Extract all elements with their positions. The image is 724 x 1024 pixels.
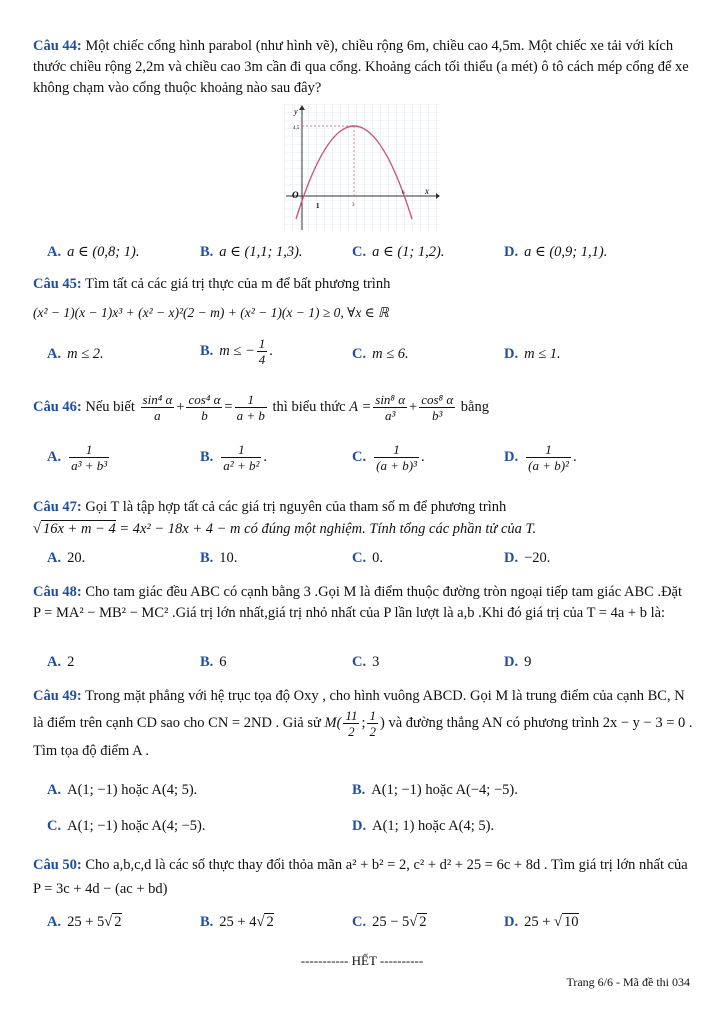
q49-option-c[interactable]: C. A(1; −1) hoặc A(4; −5). xyxy=(47,818,206,834)
question-48-options xyxy=(33,654,693,676)
question-46-text: Câu 46: Nếu biết $\frac{\text{sin⁴ α}}{a}$ + $\frac{\text{cos⁴ α}}{b}$ = $\frac{1}{a + b}$ thì biểu thức A = $\frac{\text{sin⁸ α}}{\text{a³}}$ + $\frac{\text{cos⁸ α}}{\text{b³}}$ bằng xyxy=(33,392,489,424)
question-49-options-row1 xyxy=(33,782,693,804)
origin-label: O xyxy=(292,190,299,200)
question-45-options xyxy=(33,336,693,368)
x-tick-label-3: 3 xyxy=(352,203,355,208)
x-tick-label-1: 1 xyxy=(316,202,320,210)
question-47-heading: Câu 47: xyxy=(33,499,82,515)
question-45-heading: Câu 45: xyxy=(33,276,82,292)
q47-option-a[interactable]: A. 20. xyxy=(47,550,86,566)
q47-option-b[interactable]: B. 10. xyxy=(200,550,238,566)
q49-option-b[interactable]: B. A(1; −1) hoặc A(−4; −5). xyxy=(352,782,518,798)
question-50-options xyxy=(33,914,693,936)
question-47-text: Câu 47: Gọi T là tập hợp tất cả các giá trị nguyên của tham số m để phương trình √ 16x + m − 4 = 4x² − 18x + 4 − m có đúng một nghiệm. Tính tổng các phần tử của T. xyxy=(33,499,537,537)
question-49-heading: Câu 49: xyxy=(33,688,82,704)
question-47-options xyxy=(33,550,693,572)
question-48-heading: Câu 48: xyxy=(33,584,82,600)
question-50-heading: Câu 50: xyxy=(33,857,82,873)
question-46-heading: Câu 46: xyxy=(33,399,82,415)
q45-option-d[interactable]: D. m ≤ 1. xyxy=(504,346,561,362)
q50-option-d[interactable]: D. 25 + √ 10 xyxy=(504,914,579,930)
q49-option-d[interactable]: D. A(1; 1) hoặc A(4; 5). xyxy=(352,818,495,834)
q44-option-b[interactable]: B. a ∈ (1,1; 1,3). xyxy=(200,244,303,260)
q45-option-c[interactable]: C. m ≤ 6. xyxy=(352,346,409,362)
y-axis-label: y xyxy=(294,107,298,116)
q46-option-c[interactable]: C. $\frac{1}{\text{(a + b)³}}$ . xyxy=(352,442,425,473)
question-49-text: Câu 49: Trong mặt phẳng với hệ trục tọa độ Oxy , cho hình vuông ABCD. Gọi M là trung điểm của cạnh BC, N là điểm trên cạnh CD sao cho CN = 2ND . Giả sử M( $\frac{11}{2}$ ; $\frac{1}{2}$ ) và đường thẳng AN có phương trình 2x − y − 3 = 0 . Tìm tọa độ điểm A . xyxy=(33,688,693,759)
q44-option-d[interactable]: D. a ∈ (0,9; 1,1). xyxy=(504,244,608,260)
question-44-options xyxy=(33,244,693,266)
q50-option-a[interactable]: A. 25 + 5√ 2 xyxy=(47,914,122,930)
q47-option-d[interactable]: D. −20. xyxy=(504,550,551,566)
parabola-gate-graph xyxy=(284,104,440,232)
q49-option-a[interactable]: A. A(1; −1) hoặc A(4; 5). xyxy=(47,782,198,798)
q45-option-b[interactable]: B. m ≤ − $\frac{1}{4}$ . xyxy=(200,336,273,367)
q44-option-c[interactable]: C. a ∈ (1; 1,2). xyxy=(352,244,445,260)
question-48-text: Câu 48: Cho tam giác đều ABC có cạnh bằng 3 .Gọi M là điểm thuộc đường tròn ngoại tiếp tam giác ABC .Đặt P = MA² − MB² − MC² .Giá trị lớn nhất,giá trị nhỏ nhất của P lần lượt là a,b .Khi đó giá trị của T = 4a + b là: xyxy=(33,584,683,621)
q47-option-c[interactable]: C. 0. xyxy=(352,550,383,566)
q44-option-a[interactable]: A. a ∈ (0,8; 1). xyxy=(47,244,140,260)
q50-option-c[interactable]: C. 25 − 5√ 2 xyxy=(352,914,427,930)
x-axis-label: x xyxy=(425,186,429,196)
q48-option-a[interactable]: A. 2 xyxy=(47,654,75,670)
q45-option-a[interactable]: A. m ≤ 2. xyxy=(47,346,104,362)
x-tick-label-6: 6 xyxy=(402,191,405,196)
q48-option-d[interactable]: D. 9 xyxy=(504,654,532,670)
q50-option-b[interactable]: B. 25 + 4√ 2 xyxy=(200,914,274,930)
q46-option-d[interactable]: D. $\frac{1}{\text{(a + b)²}}$ . xyxy=(504,442,577,473)
question-46-options xyxy=(33,438,693,478)
q48-option-b[interactable]: B. 6 xyxy=(200,654,227,670)
page-info: Trang 6/6 - Mã đề thi 034 xyxy=(566,975,690,989)
q46-option-a[interactable]: A. $\frac{1}{\text{a³ + b³}}$ xyxy=(47,442,108,473)
question-49-options-row2 xyxy=(33,818,693,840)
question-45-formula: (x² − 1)(x − 1)x³ + (x² − x)²(2 − m) + (x² − 1)(x − 1) ≥ 0, ∀x ∈ ℝ xyxy=(33,305,389,320)
question-44-heading: Câu 44: xyxy=(33,38,82,54)
y-tick-label: 4,5 xyxy=(293,126,300,131)
end-of-exam-mark: ----------- HẾT ---------- xyxy=(300,953,424,968)
question-50-text: Câu 50: Cho a,b,c,d là các số thực thay đổi thỏa mãn a² + b² = 2, c² + d² + 25 = 6c + 8d . Tìm giá trị lớn nhất của P = 3c + 4d − (ac + bd) xyxy=(33,857,688,897)
q46-option-b[interactable]: B. $\frac{1}{\text{a² + b²}}$ . xyxy=(200,442,267,473)
question-45-text xyxy=(33,274,693,295)
question-44-text xyxy=(33,36,693,99)
question-45-body: Tìm tất cả các giá trị thực của m để bất phương trình xyxy=(81,276,391,292)
question-44-body: Một chiếc cổng hình parabol (như hình vẽ), chiều rộng 6m, chiều cao 4,5m. Một chiếc xe tải với kích thước chiều rộng 2,2m và chiều cao 3m cần đi qua cổng. Khoảng cách tối thiểu (a mét) ô tô cách mép cổng để xe không chạm vào cổng thuộc khoảng nào sau đây? xyxy=(33,38,689,96)
q48-option-c[interactable]: C. 3 xyxy=(352,654,380,670)
